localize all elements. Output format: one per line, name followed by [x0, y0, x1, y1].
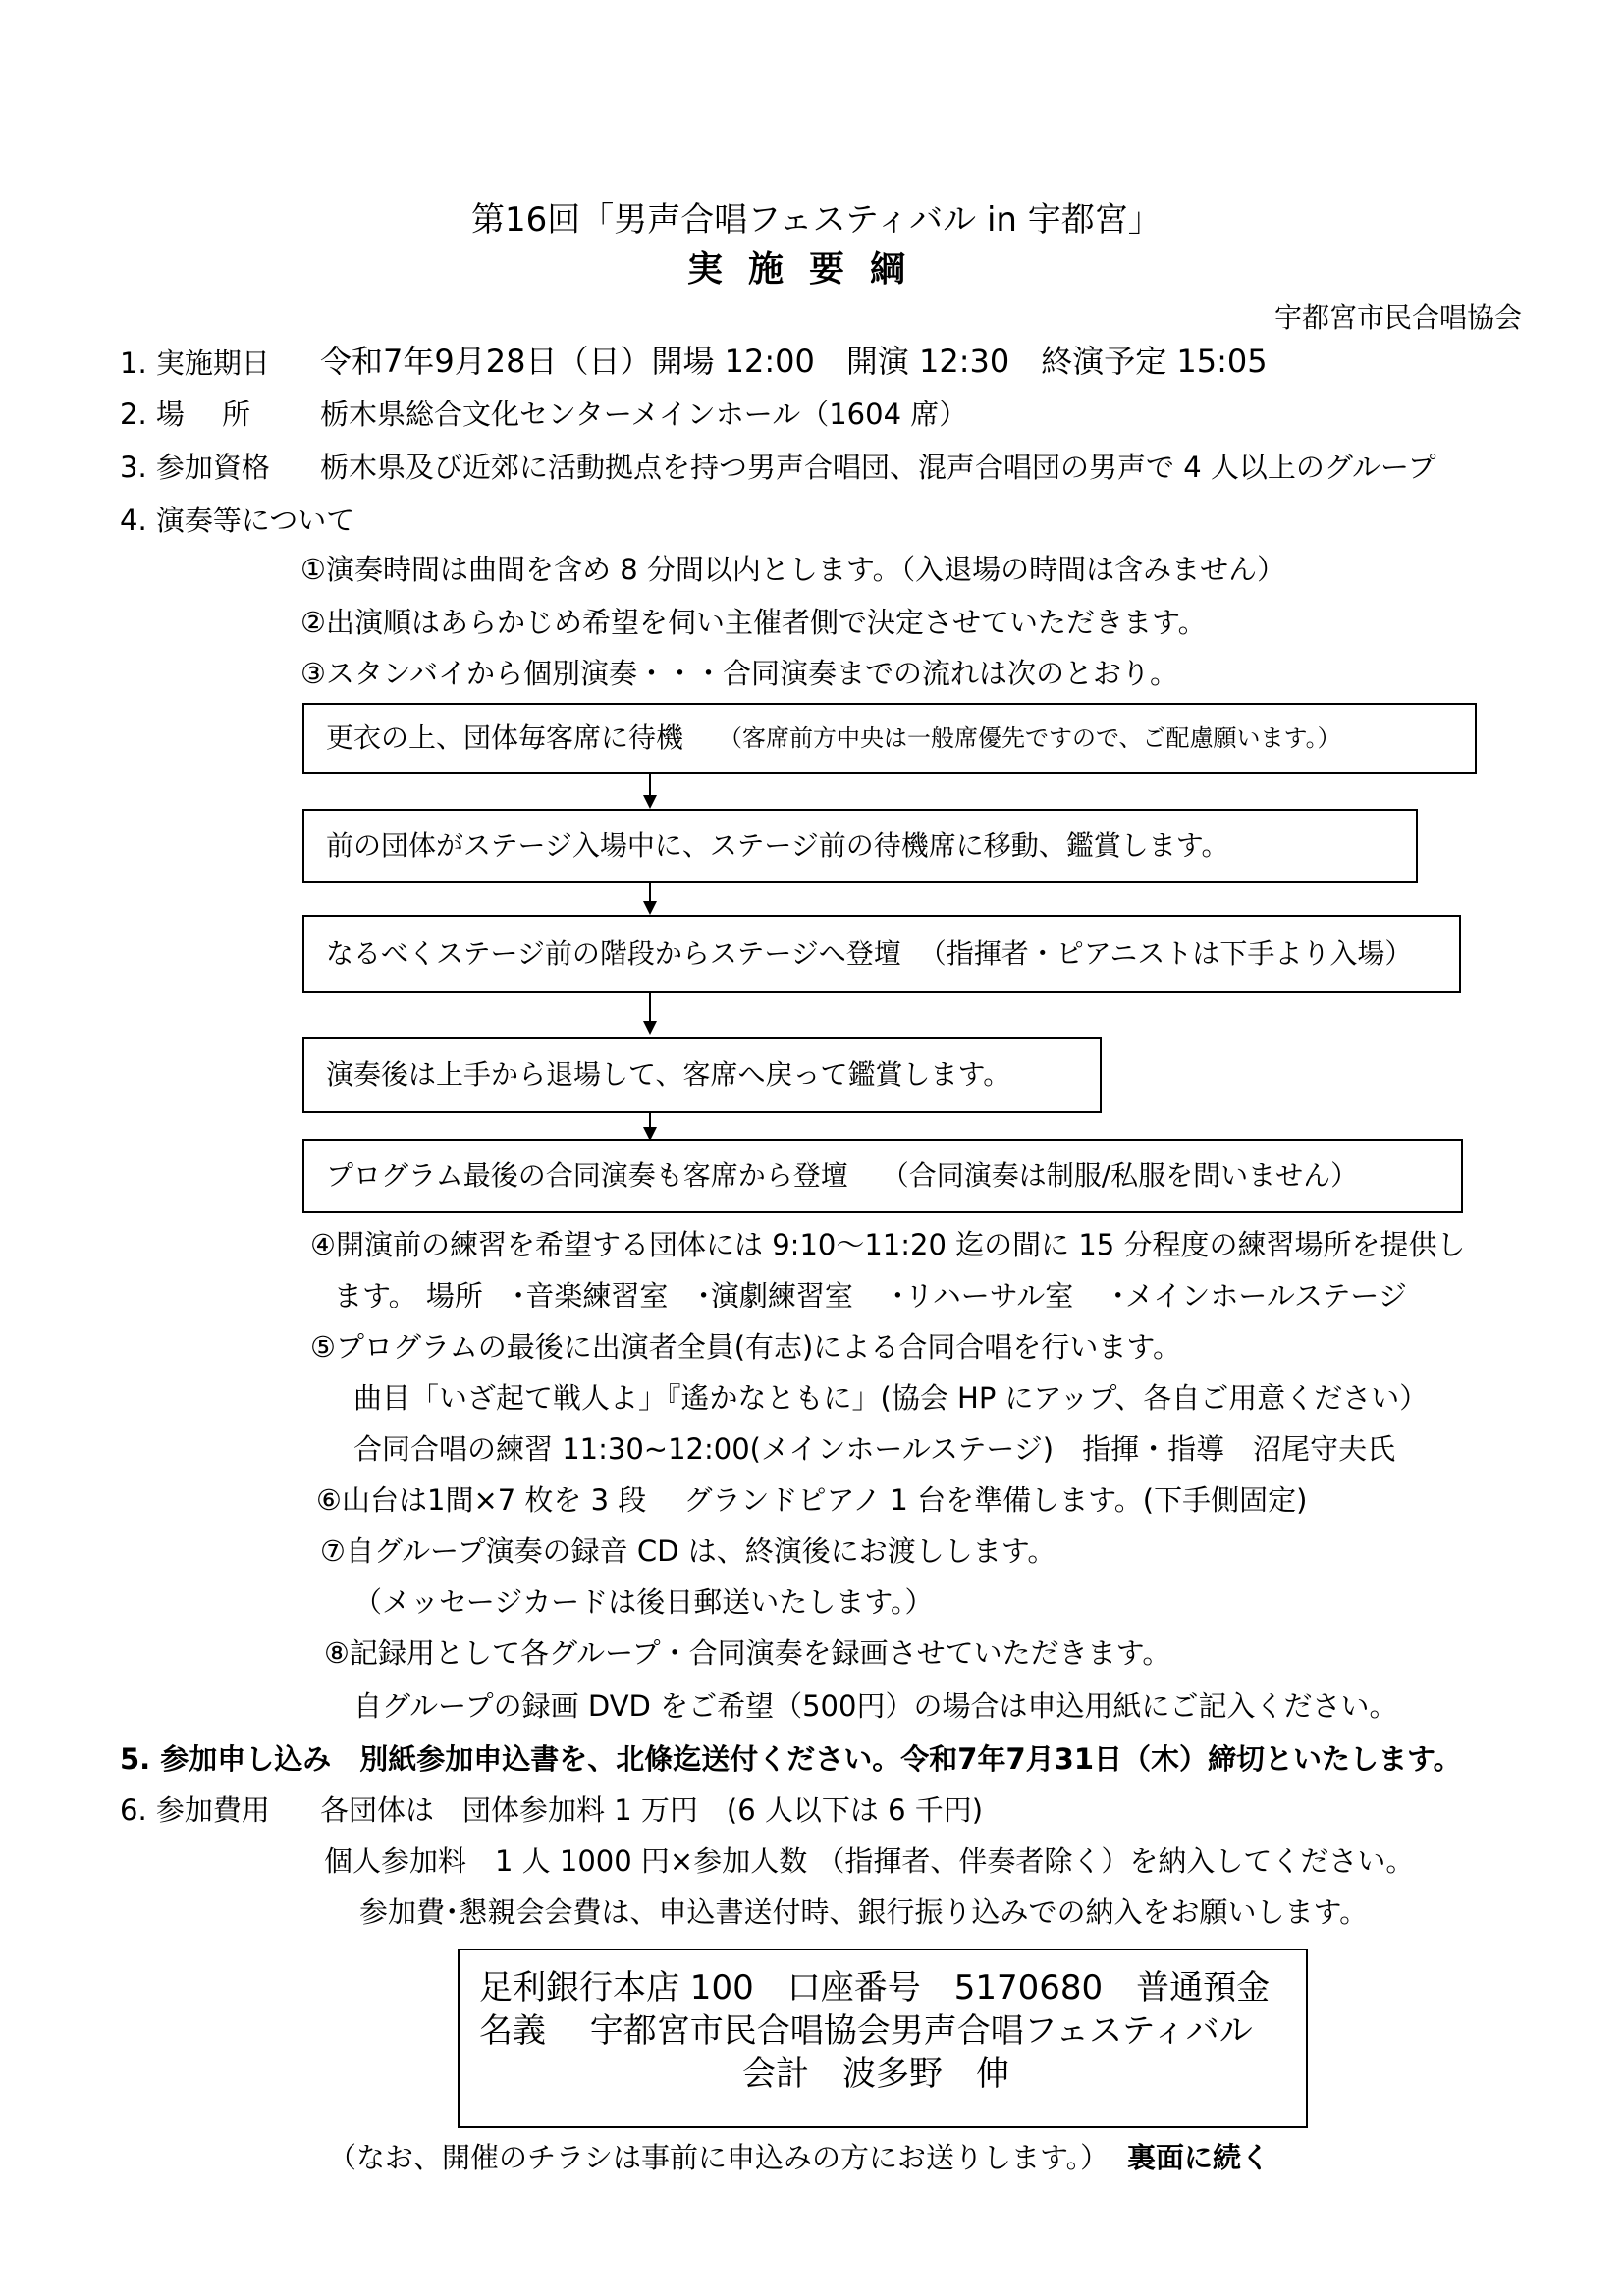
flow-arrow-3-icon [643, 1021, 657, 1035]
section-1-label: 1. 実施期日 [120, 347, 270, 380]
flow-step-1-note: （客席前方中央は一般席優先ですので、ご配慮願います。） [719, 724, 1341, 752]
flow-connector-2 [649, 883, 651, 903]
flow-step-5-note: （合同演奏は制服/私服を問いません） [881, 1159, 1359, 1192]
flow-step-1-main: 更衣の上、団体毎客席に待機 [326, 721, 684, 754]
flow-arrow-1-icon [643, 795, 657, 809]
bank-line-3: 会計 波多野 伸 [742, 2055, 1009, 2094]
flow-connector-3 [649, 993, 651, 1023]
document-subtitle: 実施要綱 [687, 249, 932, 290]
section-6-label: 6. 参加費用 [120, 1793, 270, 1827]
section-4-item-6: ⑥山台は1間×7 枚を 3 段 グランドピアノ 1 台を準備します。(下手側固定) [316, 1483, 1308, 1517]
footer-continue: 裏面に続く [1127, 2141, 1271, 2174]
flow-connector-1 [649, 774, 651, 797]
section-3-label: 3. 参加資格 [120, 451, 270, 484]
flow-step-2 [302, 809, 1418, 883]
flow-arrow-2-icon [643, 901, 657, 915]
section-4-item-5: ⑤プログラムの最後に出演者全員(有志)による合同合唱を行います。 [310, 1330, 1182, 1363]
section-1-value: 令和7年9月28日（日）開場 12:00 開演 12:30 終演予定 15:05 [320, 343, 1268, 380]
section-4-item-8-note: 自グループの録画 DVD をご希望（500円）の場合は申込用紙にご記入ください。 [353, 1689, 1398, 1723]
section-4-item-8: ⑧記録用として各グループ・合同演奏を録画させていただきます。 [324, 1636, 1171, 1670]
section-4-item-2: ②出演順はあらかじめ希望を伺い主催者側で決定させていただきます。 [300, 606, 1207, 639]
section-5-application: 5. 参加申し込み 別紙参加申込書を、北條迄送付ください。令和7年7月31日（木）締切といたします。 [120, 1742, 1462, 1776]
flow-step-4 [302, 1037, 1102, 1113]
flow-step-3-note: （指揮者・ピアニストは下手より入場） [918, 937, 1413, 970]
flow-step-1 [302, 703, 1477, 774]
section-2-value: 栃木県総合文化センターメインホール（1604 席） [320, 398, 968, 431]
section-4-item-1: ①演奏時間は曲間を含め 8 分間以内とします。（入退場の時間は含みません） [300, 553, 1286, 586]
flow-step-3-main: なるべくステージ前の階段からステージへ登壇 [326, 937, 901, 970]
section-4-item-4-cont: ます。 場所 ･音楽練習室 ･演劇練習室 ･リハーサル室 ･メインホールステージ [334, 1279, 1407, 1312]
document-title: 第16回「男声合唱フェスティバル in 宇都宮」 [471, 200, 1162, 240]
flow-step-2-main: 前の団体がステージ入場中に、ステージ前の待機席に移動、鑑賞します。 [326, 829, 1229, 862]
section-6-line-2: 個人参加料 1 人 1000 円×参加人数 （指揮者、伴奏者除く）を納入してください。 [324, 1844, 1415, 1878]
section-2-label: 2. 場 所 [120, 398, 251, 431]
section-4-item-5-song: 曲目「いざ起て戦人よ」『遙かなともに」(協会 HP にアップ、各自ご用意ください） [353, 1381, 1429, 1415]
section-6-line-3: 参加費･懇親会会費は、申込書送付時、銀行振り込みでの納入をお願いします。 [359, 1896, 1369, 1929]
section-4-item-3: ③スタンバイから個別演奏・・・合同演奏までの流れは次のとおり。 [300, 657, 1178, 690]
section-4-item-7-note: （メッセージカードは後日郵送いたします。） [353, 1585, 934, 1619]
bank-line-1: 足利銀行本店 100 口座番号 5170680 普通預金 [479, 1968, 1271, 2007]
section-6-line-1: 各団体は 団体参加料 1 万円 (6 人以下は 6 千円) [320, 1793, 984, 1827]
bank-account-box [458, 1949, 1308, 2128]
organization-name: 宇都宮市民合唱協会 [1273, 301, 1522, 334]
flow-step-4-main: 演奏後は上手から退場して、客席へ戻って鑑賞します。 [326, 1058, 1011, 1091]
section-4-item-7: ⑦自グループ演奏の録音 CD は、終演後にお渡しします。 [320, 1534, 1056, 1568]
section-4-label: 4. 演奏等について [120, 504, 355, 537]
section-4-item-5-practice: 合同合唱の練習 11:30~12:00(メインホールステージ) 指揮・指導 沼尾守夫氏 [353, 1432, 1396, 1466]
footer-note: （なお、開催のチラシは事前に申込みの方にお送りします。） [328, 2141, 1110, 2174]
flow-step-5 [302, 1139, 1463, 1213]
flow-step-3 [302, 915, 1461, 993]
section-3-value: 栃木県及び近郊に活動拠点を持つ男声合唱団、混声合唱団の男声で 4 人以上のグループ [320, 451, 1436, 484]
section-4-item-4: ④開演前の練習を希望する団体には 9:10～11:20 迄の間に 15 分程度の練習場所を提供し [310, 1228, 1466, 1261]
flow-step-5-main: プログラム最後の合同演奏も客席から登壇 [326, 1159, 848, 1192]
bank-line-2: 名義 宇都宮市民合唱協会男声合唱フェスティバル [479, 2011, 1253, 2051]
